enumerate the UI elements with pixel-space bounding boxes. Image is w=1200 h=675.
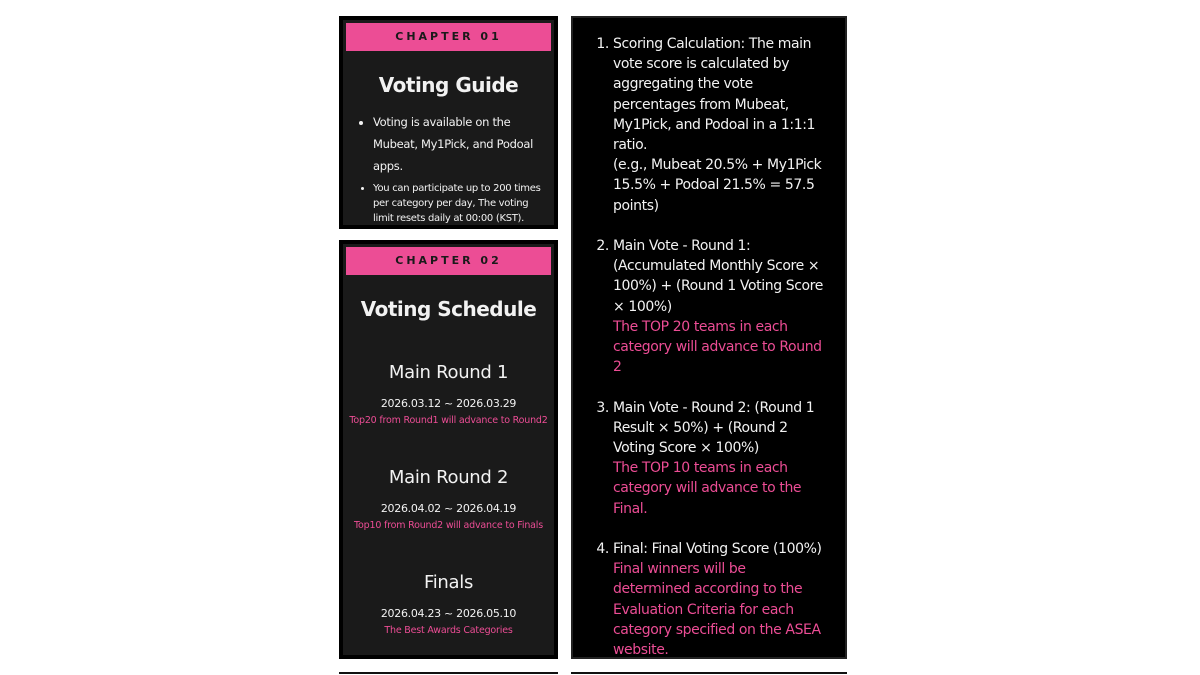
rule-highlight: The TOP 20 teams in each category will advance to Round 2 xyxy=(613,318,822,376)
round-name: Finals xyxy=(423,572,474,593)
scoring-rules-card xyxy=(571,16,847,659)
rule-highlight: Final winners will be determined according to the Evaluation Criteria for each category specified on the ASEA website. xyxy=(613,561,821,659)
schedule-round-1 xyxy=(343,362,554,426)
rule-highlight: The TOP 10 teams in each category will advance to the Final. xyxy=(613,460,802,517)
rule-text: Main Vote - Round 2: (Round 1 Result × 50%) + (Round 2 Voting Score × 100%) xyxy=(613,399,815,457)
schedule-finals xyxy=(343,572,554,636)
list-item: • You can participate up to 200 times per category per day, The voting limit resets daily at 00:00 (KST). xyxy=(373,181,546,226)
chapter-label: CHAPTER 02 xyxy=(346,247,551,275)
section-title: Voting Guide xyxy=(378,73,519,97)
rules-list xyxy=(573,18,845,659)
rule-item xyxy=(613,398,823,519)
round-note: The Best Awards Categories xyxy=(384,625,513,636)
rule-item xyxy=(613,539,823,659)
round-dates: 2026.04.23 ~ 2026.05.10 xyxy=(380,607,517,620)
rule-text: Final: Final Voting Score (100%) xyxy=(613,541,822,558)
round-note: Top10 from Round2 will advance to Finals xyxy=(354,520,543,531)
chapter-label: CHAPTER 01 xyxy=(346,23,551,51)
round-name: Main Round 1 xyxy=(388,362,509,383)
schedule-round-2 xyxy=(343,467,554,531)
round-note: Top20 from Round1 will advance to Round2 xyxy=(349,415,548,426)
section-title: Voting Schedule xyxy=(360,297,537,321)
divider xyxy=(571,672,847,674)
round-name: Main Round 2 xyxy=(388,467,509,488)
rule-text: Main Vote - Round 1: (Accumulated Monthly Score × 100%) + (Round 1 Voting Score × 100%) xyxy=(613,238,823,315)
list-item: • Voting is available on the Mubeat, My1Pick, and Podoal apps. xyxy=(373,111,546,177)
rule-item xyxy=(613,236,823,377)
rule-item xyxy=(613,34,823,216)
chapter-02-card xyxy=(339,240,558,659)
rule-text: Scoring Calculation: The main vote score is calculated by aggregating the vote percentages from Mubeat, My1Pick, and Podoal in a 1:1:1 ratio. xyxy=(613,36,816,154)
round-dates: 2026.03.12 ~ 2026.03.29 xyxy=(380,397,517,410)
guide-list xyxy=(343,111,554,226)
chapter-01-card xyxy=(339,16,558,229)
rule-example: (e.g., Mubeat 20.5% + My1Pick 15.5% + Podoal 21.5% = 57.5 points) xyxy=(613,157,822,214)
round-dates: 2026.04.02 ~ 2026.04.19 xyxy=(380,502,517,515)
divider xyxy=(339,672,558,674)
